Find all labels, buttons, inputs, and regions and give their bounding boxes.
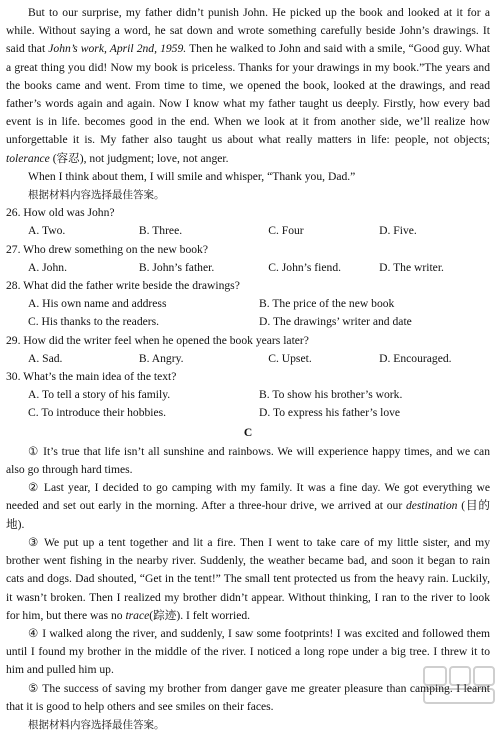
options-28-row1 (6, 295, 490, 313)
option[interactable]: A. To tell a story of his family. (28, 388, 171, 402)
option[interactable]: D. Five. (379, 224, 417, 238)
italic-text: John’s work, April 2nd, 1959. (48, 42, 187, 56)
option[interactable]: A. Two. (28, 224, 66, 238)
text-run: ③ We put up a tent together and lit a fire. Then I went to take care of my little sister, and my brother went fishing in the nearby river. Suddenly, the weather became bad, and soon it began to rain cats and dogs. Dad shouted, “Get in the tent!” The small tent protected us from the heavy rain. Luckily, it wasn’t broken. Then I realized my brother didn’t appear. Without thinking, I ran to the river to look for him, but there was no (6, 535, 490, 622)
text-run: (容忍), not judgment; love, not anger. (49, 151, 229, 165)
option[interactable]: C. Four (268, 224, 304, 238)
text-run: (目的地). (6, 499, 490, 531)
option[interactable]: A. John. (28, 260, 67, 274)
option[interactable]: C. Upset. (268, 351, 312, 365)
italic-text: tolerance (6, 151, 50, 165)
question-29: 29. How did the writer feel when he opened the book years later? (6, 333, 309, 347)
passage-c-paragraph-1: ① It’s true that life isn’t all sunshine and rainbows. We will experience happy times, and we can also go through hard times. (6, 444, 490, 477)
instruction-b: 根据材料内容选择最佳答案。 (28, 189, 165, 202)
options-27 (6, 259, 490, 277)
option[interactable]: B. The price of the new book (259, 297, 395, 311)
text-run: But to our surprise, my father didn’t punish John. He picked up the book and looked at it for a while. Without saying a word, he sat down and wrote something carefully beside John’s drawings. It said that (6, 6, 490, 56)
instruction-c: 根据材料内容选择最佳答案。 (28, 718, 165, 731)
option[interactable]: B. Three. (138, 224, 183, 238)
passage-b-paragraph (6, 4, 490, 168)
passage-c-paragraph-5: ⑤ The success of saving my brother from danger gave me greater pleasure than camping. I learnt that it is good to help others and see smiles on their faces. (6, 681, 490, 713)
text-run: (踪迹). I felt worried. (149, 608, 251, 622)
option[interactable]: A. Sad. (28, 351, 63, 365)
option[interactable]: D. Encouraged. (379, 351, 452, 365)
option[interactable]: D. The writer. (379, 260, 444, 274)
question-30: 30. What’s the main idea of the text? (6, 370, 177, 384)
options-30-row2 (6, 404, 490, 422)
italic-text: trace (125, 608, 150, 622)
question-26: 26. How old was John? (6, 206, 115, 220)
option[interactable]: C. To introduce their hobbies. (28, 406, 167, 420)
options-26 (6, 222, 490, 240)
text-run: ② Last year, I decided to go camping with my family. It was a fine day. We got everything we needed and set out early in the morning. After a three-hour drive, we arrived at our (6, 481, 490, 513)
option[interactable]: B. Angry. (138, 351, 184, 365)
watermark-logo-icon (422, 663, 496, 707)
italic-text: destination (405, 499, 458, 513)
passage-c-paragraph-4: ④ I walked along the river, and suddenly, I saw some footprints! I was excited and followed them until I found my brother in the middle of the river. I noticed a long rope under a big tree. I threw it to him and pulled him up. (6, 626, 490, 677)
text-run: Then he walked to John and said with a smile, “Good guy. What a great thing you did! Now my book is priceless. Thanks for your drawings in my book.”The years and the books came and went. From time to time, we opened the book, looked at the drawings, and read father’s words again and again. Now I know what my father taught us deeply. Firstly, how every bad event is in life. becomes good in the end. When we look at it from another side, we’ll realize how unforgettable it is. My father also taught us about what really matters in life: people, not objects; (6, 42, 491, 147)
option[interactable]: B. John’s father. (138, 260, 215, 274)
option[interactable]: C. John’s fiend. (268, 260, 342, 274)
options-28-row2 (6, 313, 490, 331)
question-27: 27. Who drew something on the new book? (6, 242, 208, 256)
passage-c-paragraph-3 (6, 534, 490, 625)
passage-b-closing: When I think about them, I will smile and whisper, “Thank you, Dad.” (28, 169, 356, 183)
option[interactable]: A. His own name and address (28, 297, 167, 311)
options-30-row1 (6, 386, 490, 404)
passage-c-paragraph-2 (6, 479, 490, 534)
option[interactable]: B. To show his brother’s work. (259, 388, 403, 402)
option[interactable]: D. To express his father’s love (259, 406, 401, 420)
options-29 (6, 350, 490, 368)
section-c-heading: C (243, 425, 253, 439)
question-28: 28. What did the father write beside the drawings? (6, 279, 240, 293)
option[interactable]: D. The drawings’ writer and date (259, 315, 412, 329)
option[interactable]: C. His thanks to the readers. (28, 315, 160, 329)
